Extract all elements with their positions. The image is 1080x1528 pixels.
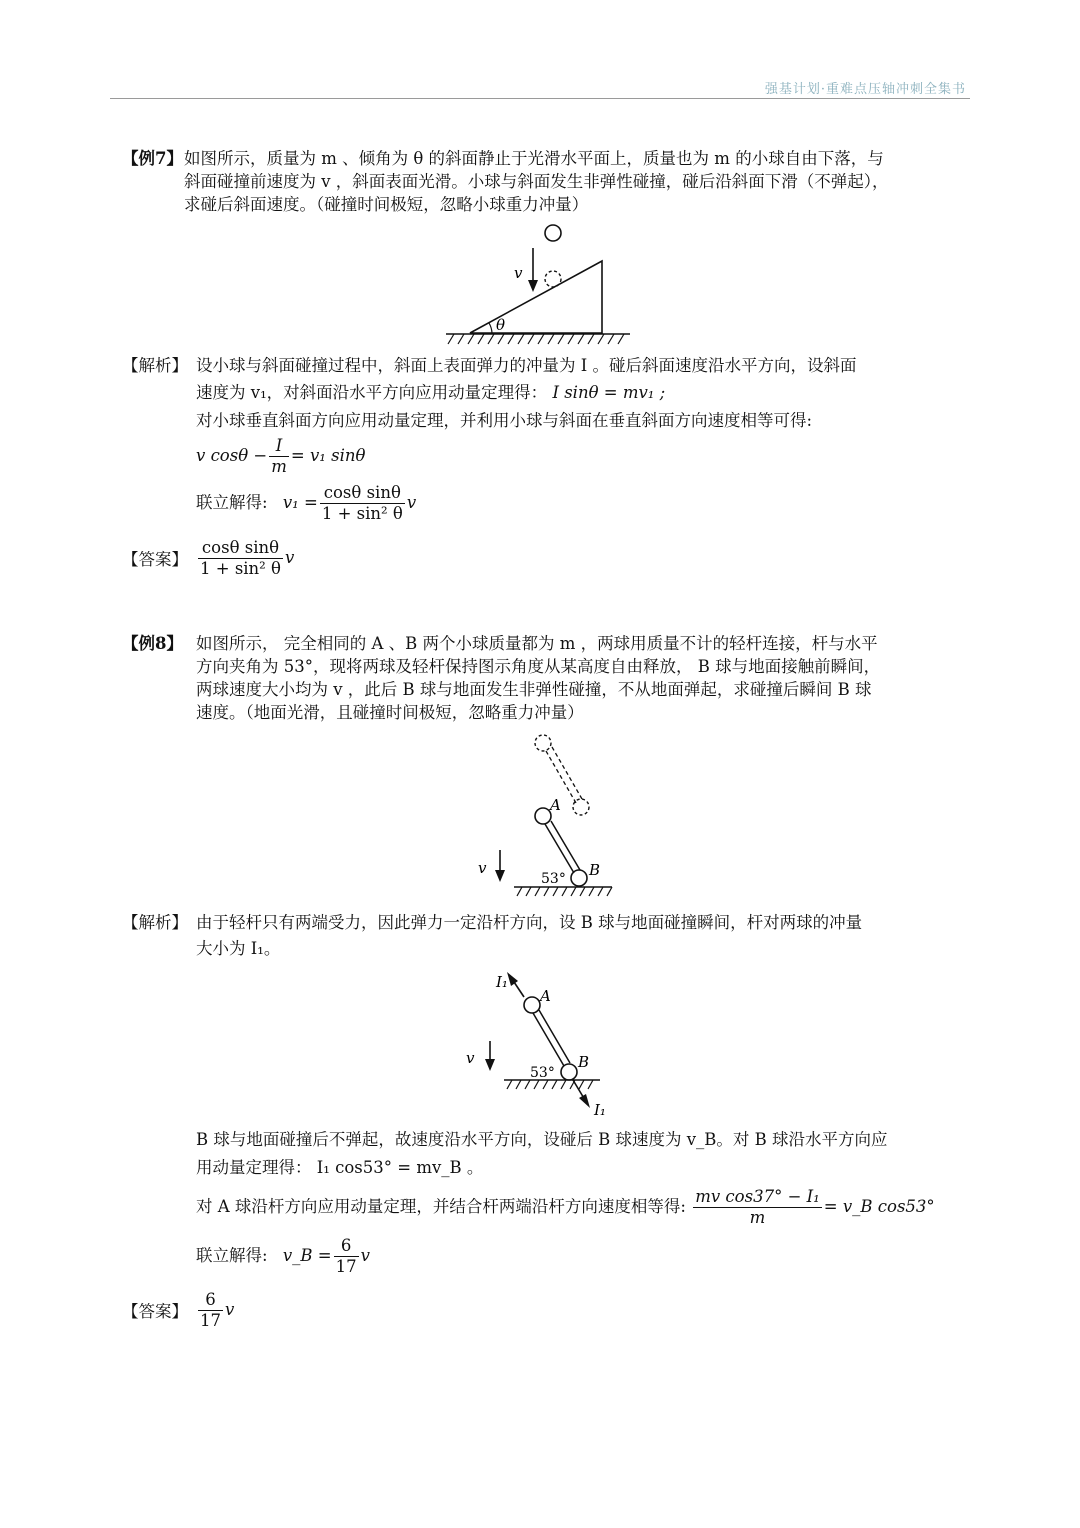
angle-arc: [489, 323, 492, 333]
ex7-solution-line-2: [196, 381, 967, 404]
ex7-solution-line-2-text: 速度为 v₁，对斜面沿水平方向应用动量定理得：: [196, 383, 548, 402]
rod-left: [545, 824, 574, 873]
ex8-equation-numerator: mv cos37° − I₁: [695, 1187, 820, 1206]
ground-hatching: [517, 887, 612, 896]
example-8-answer: [122, 1290, 967, 1331]
ex8-solution-line-5: [196, 1187, 967, 1228]
ex7-solution-line-1: 设小球与斜面碰撞过程中，斜面上表面弹力的冲量为 I 。碰后斜面速度沿水平方向，设斜面: [196, 356, 857, 375]
ex8-result-label: 联立解得:: [196, 1246, 268, 1265]
ex8-question-line-1: 如图所示， 完全相同的 A 、B 两个小球质量都为 m ，两球用质量不计的轻杆连接，杆与水平: [196, 634, 878, 653]
ex7-result-denominator: 1 + sin² θ: [321, 504, 403, 523]
velocity-label: v: [466, 1049, 475, 1067]
angle-label: 53°: [530, 1065, 555, 1081]
label-B: B: [589, 861, 601, 879]
ex7-result-numerator: cosθ sinθ: [320, 483, 405, 504]
example-8-question: [122, 632, 967, 724]
rod-diagram-1: [470, 730, 620, 902]
ex8-question-line-3: 两球速度大小均为 v ，此后 B 球与地面发生非弹性碰撞，不从地面弹起，求碰撞后瞬间 B 球: [196, 680, 872, 699]
ex7-result-label: 联立解得:: [196, 493, 268, 512]
ex7-answer-tag: 【答案】: [122, 550, 188, 569]
theta-label: θ: [496, 316, 506, 334]
ball-A: [535, 808, 551, 824]
example-8-solution: [122, 911, 967, 960]
rod-left: [533, 1013, 564, 1066]
rod-dashed-right: [552, 747, 582, 799]
ex7-question-line-1: 如图所示，质量为 m 、倾角为 θ 的斜面静止于光滑水平面上，质量也为 m 的小球自由下落，与: [184, 149, 884, 168]
ex7-answer-numerator: cosθ sinθ: [198, 538, 283, 559]
ex8-result-line: [196, 1236, 967, 1277]
ex8-result-lhs: v_B =: [282, 1246, 332, 1265]
ex7-solution-tag: 【解析】: [122, 356, 188, 375]
rod-right: [551, 821, 580, 870]
ex8-solution-line-1: 由于轻杆只有两端受力，因此弹力一定沿杆方向，设 B 球与地面碰撞瞬间，杆对两球的冲量: [196, 913, 863, 932]
example-7-tag: 【例7】: [122, 149, 183, 168]
example-7-solution: [122, 354, 967, 524]
ex8-solution-tag: 【解析】: [122, 913, 188, 932]
example-8-tag: 【例8】: [122, 634, 183, 653]
velocity-label: v: [514, 264, 523, 282]
impulse-arrowhead-top: [507, 972, 518, 986]
ex8-question-line-2: 方向夹角为 53°，现将两球及轻杆保持图示角度从某高度自由释放， B 球与地面接触前瞬间，: [196, 657, 881, 676]
label-A: A: [540, 987, 551, 1005]
ex8-answer-numerator: 6: [198, 1290, 223, 1311]
ex8-result-numerator: 6: [334, 1236, 359, 1257]
ex8-result-fraction: [334, 1236, 359, 1277]
ex7-result-line: [196, 483, 967, 524]
impulse-label-top: I₁: [496, 973, 508, 991]
ex7-answer-denominator: 1 + sin² θ: [200, 559, 281, 578]
ex7-result-v: v: [406, 493, 417, 512]
ex8-result-denominator: 17: [335, 1257, 357, 1276]
velocity-label: v: [478, 859, 487, 877]
eq2-right: = v₁ sinθ: [290, 446, 366, 465]
label-B: B: [578, 1053, 590, 1071]
incline-block: [470, 261, 602, 333]
ball-B: [571, 870, 587, 886]
ex7-result-fraction: [320, 483, 405, 524]
eq2-left: v cosθ −: [196, 446, 268, 465]
incline-diagram: [440, 218, 640, 350]
rod-diagram-2: [460, 965, 620, 1125]
falling-ball: [545, 225, 561, 241]
velocity-arrowhead: [485, 1059, 495, 1071]
ex7-result-lhs: v₁ =: [282, 493, 318, 512]
ex7-equation-2: [196, 436, 967, 477]
ex8-answer-denominator: 17: [200, 1311, 221, 1330]
ball-B: [561, 1064, 577, 1080]
example-7-question: [122, 147, 967, 216]
ex8-solution-line-3: B 球与地面碰撞后不弹起，故速度沿水平方向，设碰后 B 球速度为 v_B。对 B 球沿水平方向应: [196, 1130, 888, 1149]
eq2-denominator: m: [271, 457, 287, 476]
ex7-question-line-3: 求碰后斜面速度。（碰撞时间极短，忽略小球重力冲量）: [184, 195, 589, 214]
velocity-arrowhead: [528, 280, 538, 292]
impulse-label-bottom: I₁: [594, 1101, 606, 1119]
eq2-fraction: [269, 436, 289, 477]
velocity-arrowhead: [495, 870, 505, 882]
ex7-equation-1: I sinθ = mv₁ ;: [552, 383, 666, 402]
example-8-solution-continued: [122, 1128, 967, 1277]
header-title: 强基计划·重难点压轴冲刺全集书: [764, 82, 966, 97]
ex8-answer-tag: 【答案】: [122, 1302, 188, 1321]
example-7-answer: [122, 538, 967, 579]
ball-A: [524, 997, 540, 1013]
ex8-solution-line-4: 用动量定理得： I₁ cos53° = mv_B 。: [196, 1158, 484, 1177]
ex7-answer-fraction: [198, 538, 283, 579]
ex8-solution-line-5-text: 对 A 球沿杆方向应用动量定理，并结合杆两端沿杆方向速度相等得:: [196, 1197, 686, 1216]
ground-hatching: [507, 1080, 593, 1089]
ex7-solution-line-3: 对小球垂直斜面方向应用动量定理，并利用小球与斜面在垂直斜面方向速度相等可得:: [196, 411, 813, 430]
ground-hatching: [448, 334, 624, 344]
ex8-answer-v: v: [225, 1300, 235, 1319]
label-A: A: [550, 796, 561, 814]
ex8-equation-right: = v_B cos53°: [823, 1197, 935, 1216]
ex8-answer-fraction: [198, 1290, 223, 1331]
ex7-answer-v: v: [284, 548, 295, 567]
rod-right: [539, 1010, 570, 1063]
angle-label: 53°: [541, 871, 566, 887]
ex8-solution-line-2: 大小为 I₁。: [196, 939, 281, 958]
ex7-question-line-2: 斜面碰撞前速度为 v ，斜面表面光滑。小球与斜面发生非弹性碰撞，碰后沿斜面下滑（不弹起），: [184, 172, 889, 191]
impulse-arrowhead-bottom: [579, 1094, 590, 1108]
ex8-equation-fraction: [693, 1187, 822, 1228]
ex8-result-v: v: [360, 1246, 370, 1265]
ex8-equation-denominator: m: [749, 1208, 766, 1227]
ball-A-dashed: [535, 735, 551, 751]
page-header: [110, 70, 970, 99]
eq2-numerator: I: [269, 436, 289, 457]
ex8-question-line-4: 速度。（地面光滑，且碰撞时间极短，忽略重力冲量）: [196, 703, 584, 722]
